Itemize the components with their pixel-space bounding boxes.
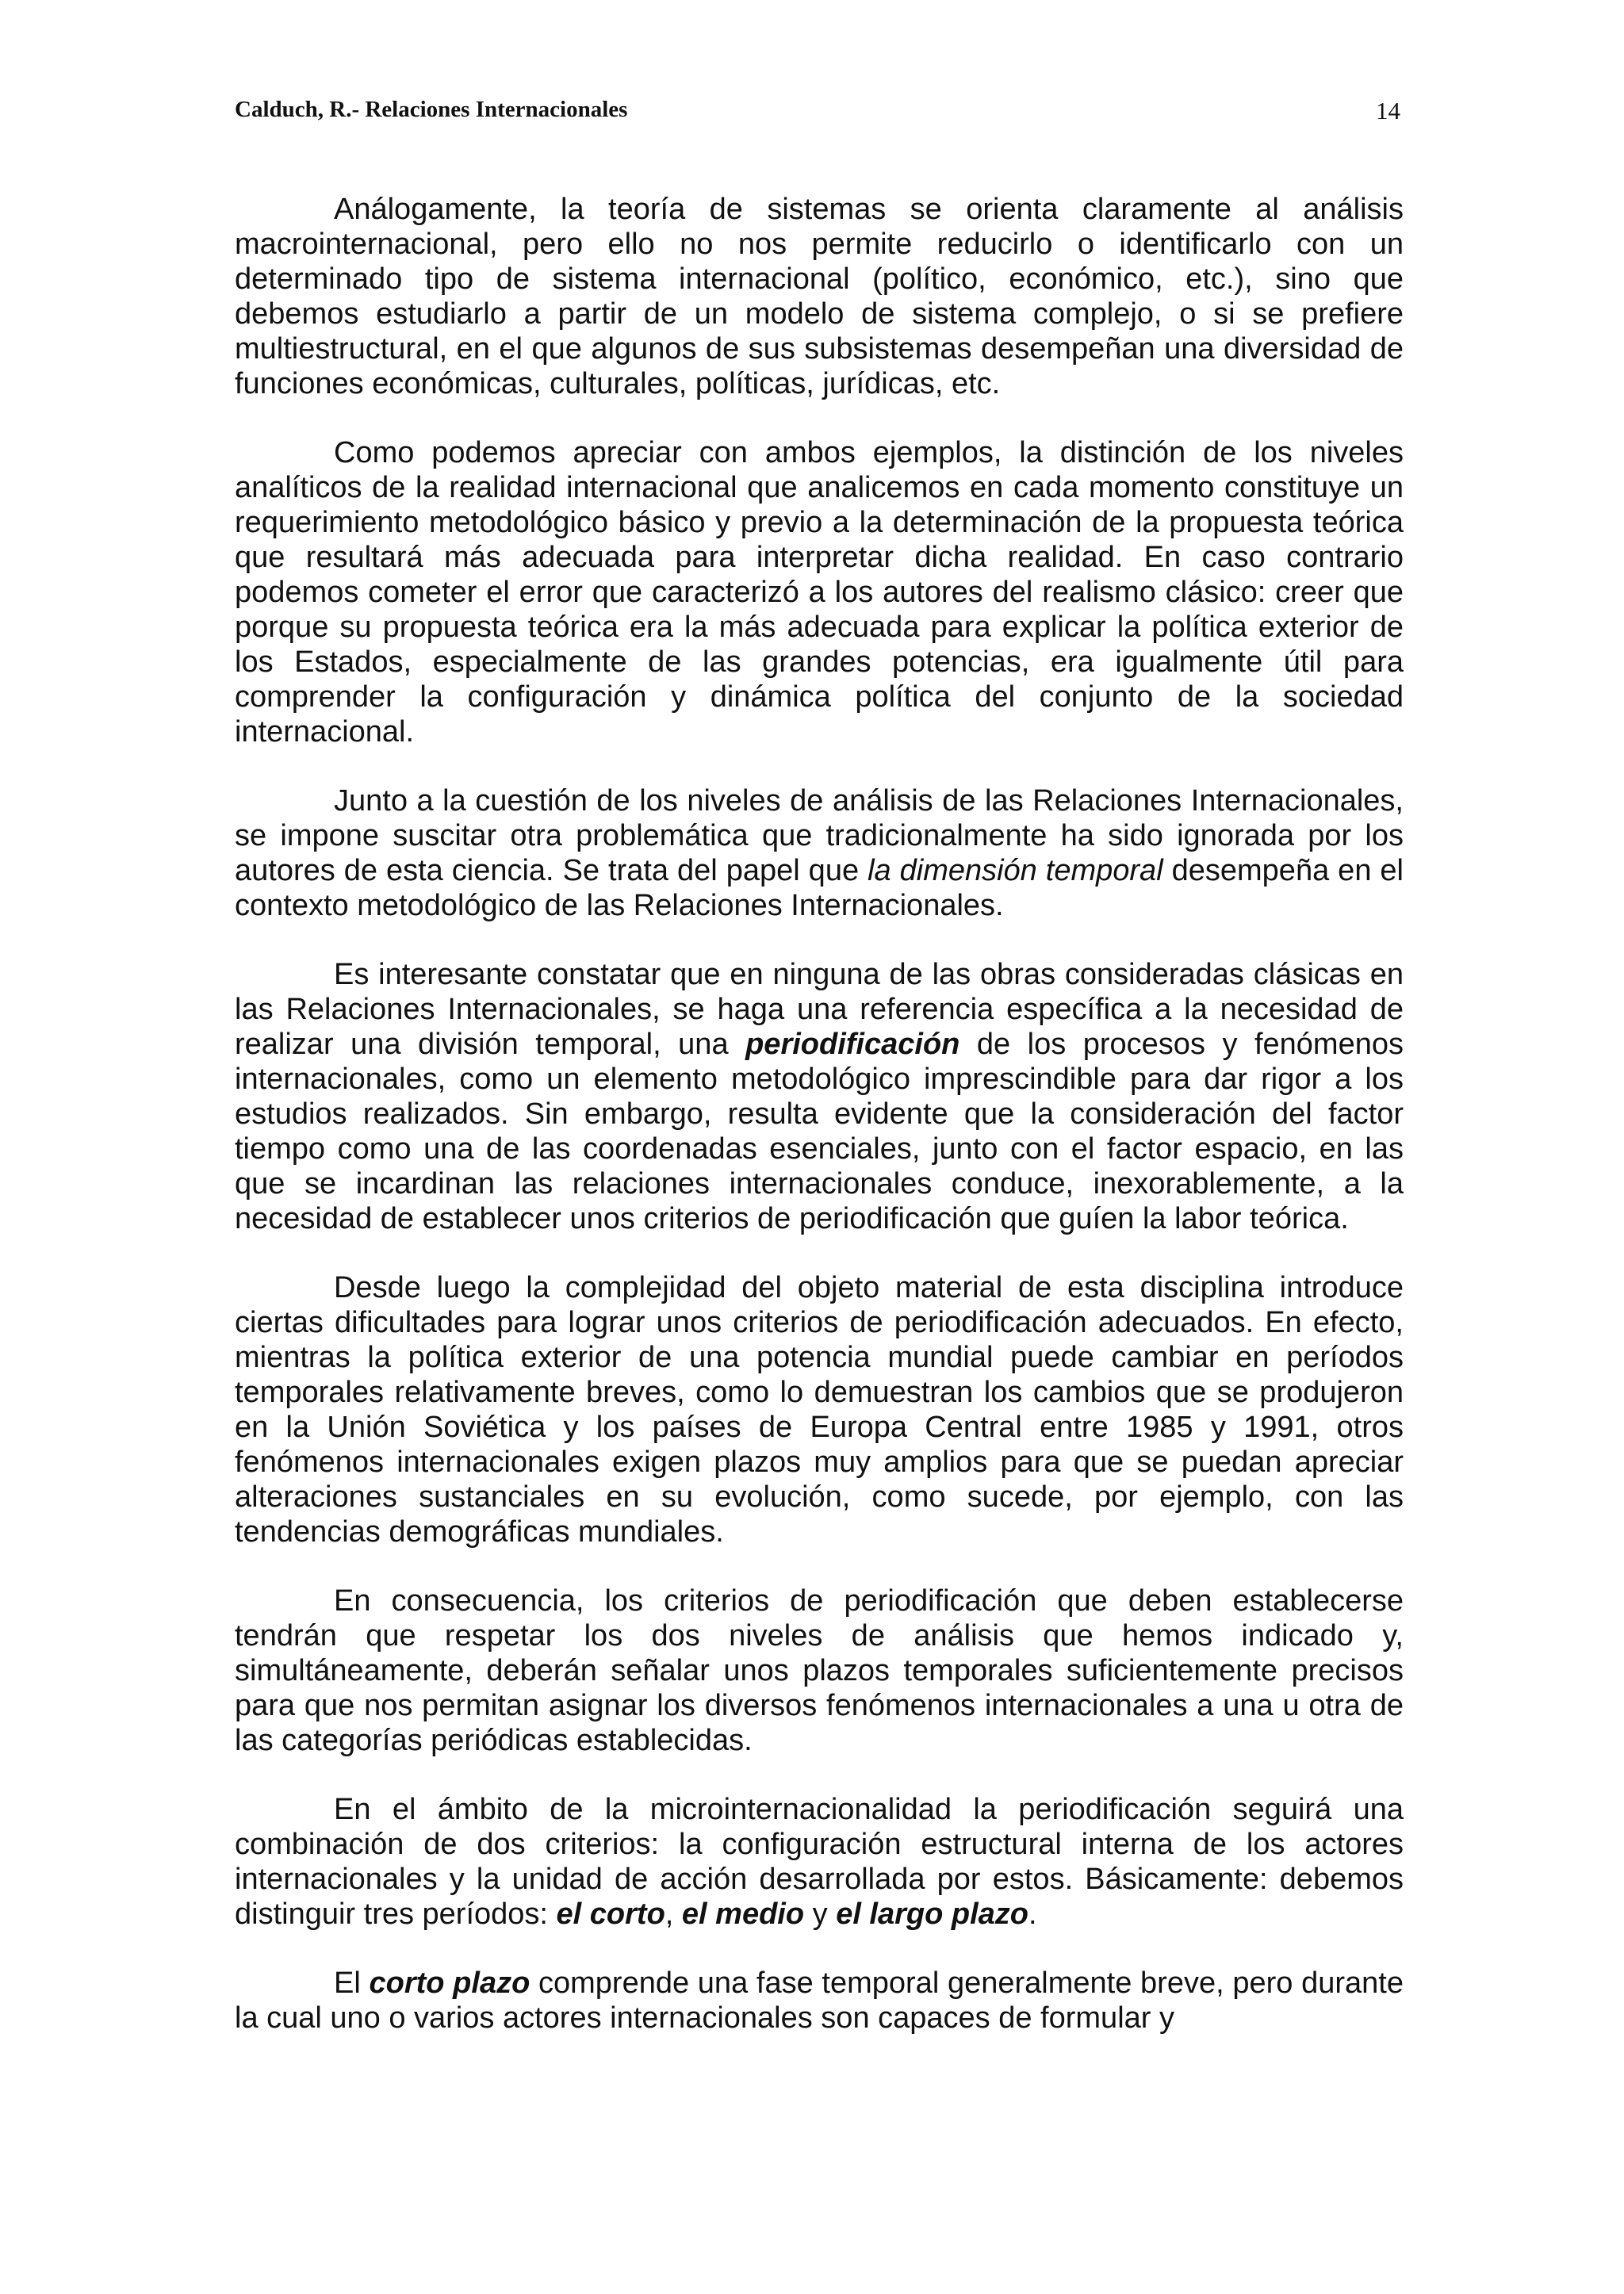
paragraph-3-text-a: Junto a la cuestión de los niveles de análisis de las Relaciones Internacionales, se impone suscitar otra problemática que tradicionalmente ha sido ignorada por los autores de esta ciencia. Se trata del papel que [235,784,1404,887]
body-text [235,192,1404,2070]
running-header: Calduch, R.- Relaciones Internacionales [235,97,628,122]
paragraph-7 [235,1792,1404,1932]
emphasis-periodificacion: periodificación [745,1028,960,1061]
paragraph-7-text-a: En el ámbito de la microinternacionalidad la periodificación seguirá una combinación de dos criterios: la configuración estructural interna de los actores internacionales y la unidad de acción desarrollada por estos. Básicamente: debemos distinguir tres períodos: [235,1793,1404,1931]
paragraph-4 [235,957,1404,1236]
paragraph-4-text-b: de los procesos y fenómenos internacionales, como un elemento metodológico imprescindible para dar rigor a los estudios realizados. Sin embargo, resulta evidente que la consideración del factor tiempo como una de las coordenadas esenciales, junto con el factor espacio, en las que se incardinan las relaciones internacionales conduce, inexorablemente, a la necesidad de establecer unos criterios de periodificación que guíen la labor teórica. [235,1028,1404,1235]
paragraph-6: En consecuencia, los criterios de periodificación que deben establecerse tendrán que respetar los dos niveles de análisis que hemos indicado y, simultáneamente, deberán señalar unos plazos temporales suficientemente precisos para que nos permitan asignar los diversos fenómenos internacionales a una u otra de las categorías periódicas establecidas. [235,1584,1404,1757]
paragraph-8 [235,1966,1404,2035]
paragraph-3 [235,783,1404,923]
page-number: 14 [1376,97,1400,124]
paragraph-7-sep-2: y [804,1898,837,1931]
paragraph-3-text-b: desempeña en el contexto metodológico de las Relaciones Internacionales. [235,854,1404,922]
paragraph-5: Desde luego la complejidad del objeto material de esta disciplina introduce ciertas dificultades para lograr unos criterios de periodificación adecuados. En efecto, mientras la política exterior de una potencia mundial puede cambiar en períodos temporales relativamente breves, como lo demuestran los cambios que se produjeron en la Unión Soviética y los países de Europa Central entre 1985 y 1991, otros fenómenos internacionales exigen plazos muy amplios para que se puedan apreciar alteraciones sustanciales en su evolución, como sucede, por ejemplo, con las tendencias demográficas mundiales. [235,1271,1404,1549]
emphasis-dimension-temporal: la dimensión temporal [868,854,1163,887]
emphasis-el-medio: el medio [681,1898,805,1931]
paragraph-4-text-a: Es interesante constatar que en ninguna de las obras consideradas clásicas en las Relaciones Internacionales, se haga una referencia específica a la necesidad de realizar una división temporal, una [235,958,1404,1061]
emphasis-el-corto: el corto [556,1898,665,1931]
paragraph-8-text-b: comprende una fase temporal generalmente breve, pero durante la cual uno o varios actores internacionales son capaces de formular y [235,1967,1404,2035]
paragraph-7-end: . [1028,1898,1037,1931]
emphasis-corto-plazo: corto plazo [369,1967,530,2000]
paragraph-7-sep-1: , [665,1898,682,1931]
emphasis-el-largo-plazo: el largo plazo [836,1898,1029,1931]
paragraph-8-text-a: El [334,1967,370,2000]
paragraph-2: Como podemos apreciar con ambos ejemplos, la distinción de los niveles analíticos de la realidad internacional que analicemos en cada momento constituye un requerimiento metodológico básico y previo a la determinación de la propuesta teórica que resultará más adecuada para interpretar dicha realidad. En caso contrario podemos cometer el error que caracterizó a los autores del realismo clásico: creer que porque su propuesta teórica era la más adecuada para explicar la política exterior de los Estados, especialmente de las grandes potencias, era igualmente útil para comprender la configuración y dinámica política del conjunto de la sociedad internacional. [235,436,1404,749]
paragraph-1: Análogamente, la teoría de sistemas se orienta claramente al análisis macrointernacional, pero ello no nos permite reducirlo o identificarlo con un determinado tipo de sistema internacional (político, económico, etc.), sino que debemos estudiarlo a partir de un modelo de sistema complejo, o si se prefiere multiestructural, en el que algunos de sus subsistemas desempeñan una diversidad de funciones económicas, culturales, políticas, jurídicas, etc. [235,193,1404,400]
